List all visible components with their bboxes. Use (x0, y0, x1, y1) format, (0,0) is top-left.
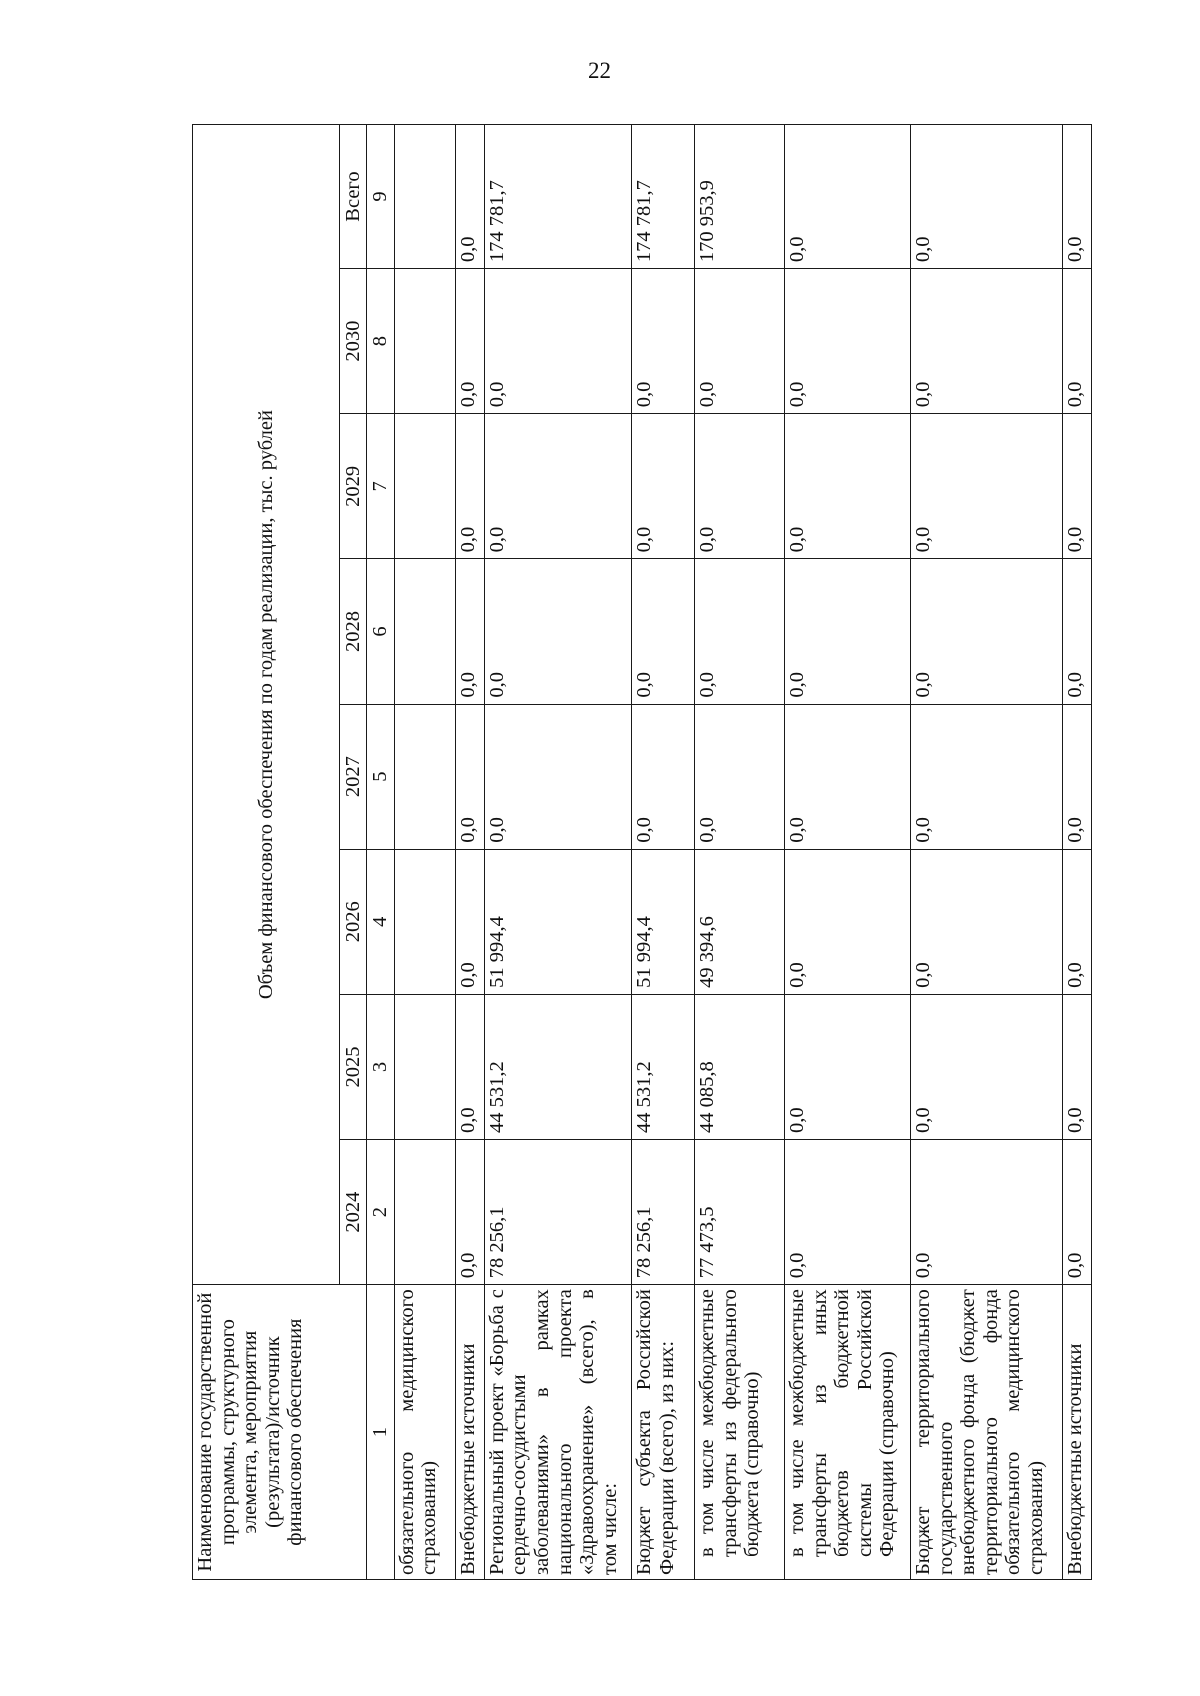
cell-value (394, 994, 455, 1139)
cell-value: 0,0 (455, 1140, 484, 1285)
col-number: 5 (367, 704, 394, 849)
header-year: 2027 (340, 704, 367, 849)
cell-value: 0,0 (911, 559, 1062, 704)
header-year: 2028 (340, 559, 367, 704)
cell-value: 0,0 (455, 414, 484, 559)
cell-value: 0,0 (484, 704, 631, 849)
cell-value: 0,0 (694, 414, 784, 559)
header-year: 2029 (340, 414, 367, 559)
cell-value: 0,0 (1062, 994, 1091, 1139)
row-name: Внебюджетные источники (1062, 1285, 1091, 1580)
col-number: 9 (367, 125, 394, 269)
col-number: 3 (367, 994, 394, 1139)
cell-value: 51 994,4 (631, 849, 694, 994)
cell-value: 44 531,2 (631, 994, 694, 1139)
header-year: 2025 (340, 994, 367, 1139)
header-volume-title: Объем финансового обеспечения по годам реализации, тыс. рублей (193, 125, 340, 1285)
cell-value (394, 849, 455, 994)
cell-value: 0,0 (455, 125, 484, 269)
cell-value: 0,0 (484, 269, 631, 414)
cell-value: 0,0 (1062, 269, 1091, 414)
page-number: 22 (588, 58, 611, 83)
table-row (631, 125, 694, 1580)
cell-value: 44 085,8 (694, 994, 784, 1139)
cell-value: 0,0 (1062, 559, 1091, 704)
cell-value (394, 704, 455, 849)
cell-value: 0,0 (455, 559, 484, 704)
cell-value: 0,0 (631, 414, 694, 559)
cell-value: 0,0 (1062, 1140, 1091, 1285)
cell-value: 0,0 (484, 559, 631, 704)
table-row (785, 125, 911, 1580)
cell-value: 0,0 (785, 414, 911, 559)
cell-value: 170 953,9 (694, 125, 784, 269)
col-number: 6 (367, 559, 394, 704)
cell-value: 0,0 (631, 559, 694, 704)
row-name: в том числе межбюджетные трансферты из иных бюджетов бюджетной системы Российской Федерации (справочно) (785, 1285, 911, 1580)
col-number: 4 (367, 849, 394, 994)
cell-value: 0,0 (694, 269, 784, 414)
cell-value: 0,0 (631, 704, 694, 849)
cell-value: 0,0 (911, 269, 1062, 414)
header-total: Всего (340, 125, 367, 269)
cell-value: 0,0 (785, 559, 911, 704)
cell-value: 0,0 (785, 849, 911, 994)
header-name-column: Наименование государственной программы, структурного элемента, мероприятия (результата)/источник финансового обеспечения (193, 1285, 367, 1580)
cell-value (394, 125, 455, 269)
cell-value (394, 269, 455, 414)
cell-value: 0,0 (631, 269, 694, 414)
col-number: 7 (367, 414, 394, 559)
cell-value: 0,0 (455, 269, 484, 414)
cell-value: 0,0 (694, 704, 784, 849)
cell-value: 0,0 (911, 1140, 1062, 1285)
cell-value: 0,0 (1062, 414, 1091, 559)
cell-value: 0,0 (785, 704, 911, 849)
cell-value: 0,0 (694, 559, 784, 704)
table-row (694, 125, 784, 1580)
cell-value: 0,0 (455, 994, 484, 1139)
cell-value: 0,0 (1062, 125, 1091, 269)
cell-value: 0,0 (911, 994, 1062, 1139)
table-row (911, 125, 1062, 1580)
row-name: Внебюджетные источники (455, 1285, 484, 1580)
row-name: Бюджет субъекта Российской Федерации (всего), из них: (631, 1285, 694, 1580)
table-row (1062, 125, 1091, 1580)
cell-value: 49 394,6 (694, 849, 784, 994)
cell-value (394, 559, 455, 704)
cell-value: 0,0 (785, 994, 911, 1139)
cell-value: 0,0 (911, 849, 1062, 994)
cell-value: 44 531,2 (484, 994, 631, 1139)
row-name: обязательного медицинского страхования) (394, 1285, 455, 1580)
cell-value: 174 781,7 (631, 125, 694, 269)
cell-value: 78 256,1 (484, 1140, 631, 1285)
col-number: 1 (367, 1285, 394, 1580)
header-year: 2026 (340, 849, 367, 994)
cell-value: 174 781,7 (484, 125, 631, 269)
row-name: Региональный проект «Борьба с сердечно-сосудистыми заболеваниями» в рамках национального проекта «Здравоохранение» (всего), в том числе: (484, 1285, 631, 1580)
col-number: 8 (367, 269, 394, 414)
cell-value: 77 473,5 (694, 1140, 784, 1285)
col-number: 2 (367, 1140, 394, 1285)
cell-value: 0,0 (785, 125, 911, 269)
cell-value: 0,0 (1062, 849, 1091, 994)
table-row (484, 125, 631, 1580)
cell-value: 0,0 (911, 704, 1062, 849)
rotated-table-container (192, 124, 1092, 1580)
financing-table (192, 124, 1092, 1580)
cell-value: 0,0 (484, 414, 631, 559)
cell-value: 0,0 (455, 704, 484, 849)
cell-value (394, 1140, 455, 1285)
cell-value: 0,0 (1062, 704, 1091, 849)
cell-value: 0,0 (785, 1140, 911, 1285)
cell-value (394, 414, 455, 559)
cell-value: 0,0 (455, 849, 484, 994)
cell-value: 78 256,1 (631, 1140, 694, 1285)
row-name: Бюджет территориального государственного внебюджетного фонда (бюджет территориального фонда обязательного медицинского страхования) (911, 1285, 1062, 1580)
cell-value: 0,0 (911, 414, 1062, 559)
table-row (394, 125, 455, 1580)
header-year: 2024 (340, 1140, 367, 1285)
cell-value: 0,0 (785, 269, 911, 414)
row-name: в том числе межбюджетные трансферты из федерального бюджета (справочно) (694, 1285, 784, 1580)
cell-value: 51 994,4 (484, 849, 631, 994)
cell-value: 0,0 (911, 125, 1062, 269)
table-row (455, 125, 484, 1580)
header-year: 2030 (340, 269, 367, 414)
